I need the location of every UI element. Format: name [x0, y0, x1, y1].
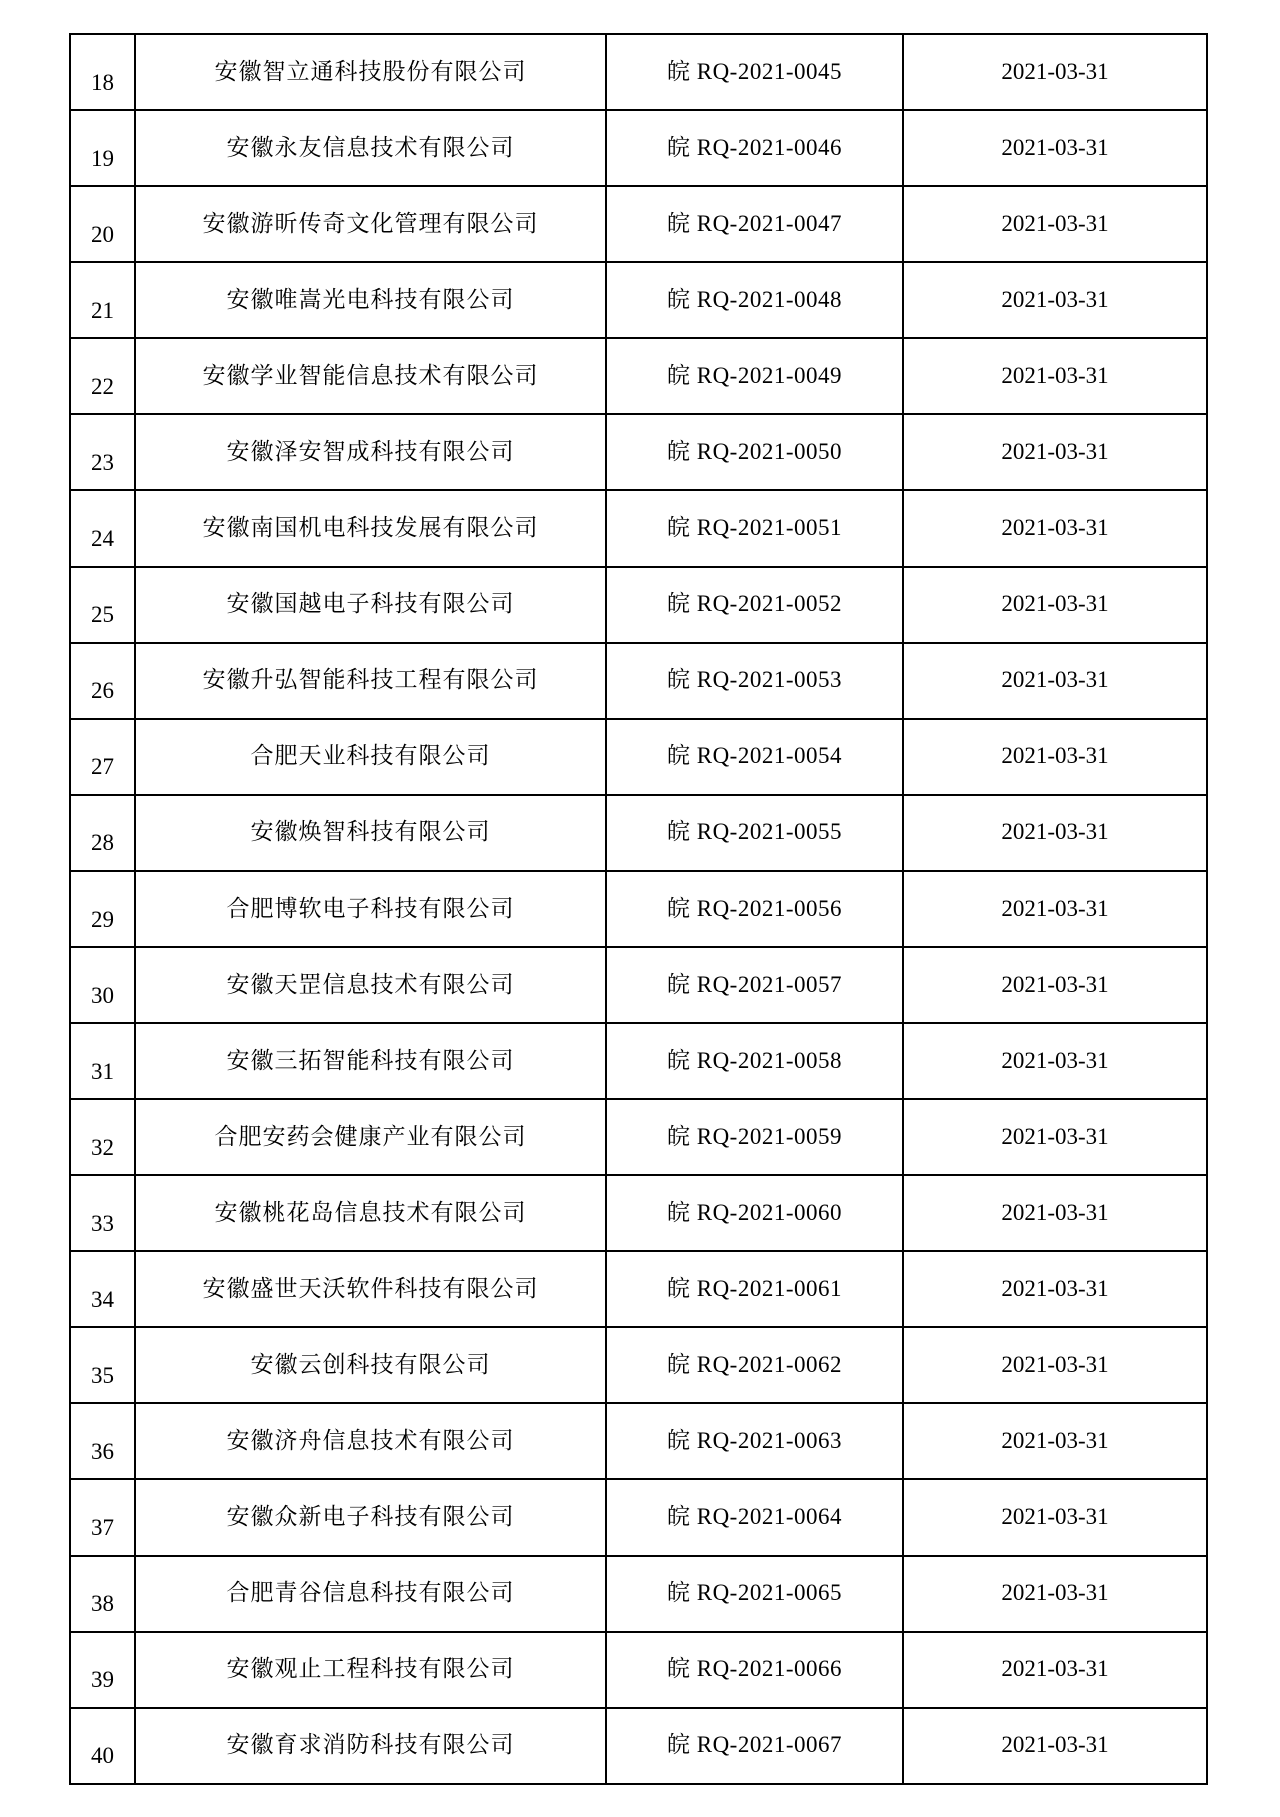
- row-number-cell: [70, 1632, 135, 1708]
- row-number: 39: [91, 1667, 114, 1693]
- company-name-cell: [135, 567, 606, 643]
- table-row: [70, 1403, 1207, 1479]
- issue-date: 2021-03-31: [1001, 743, 1109, 769]
- company-name: 安徽观止工程科技有限公司: [226, 1656, 515, 1682]
- issue-date: 2021-03-31: [1001, 1123, 1109, 1149]
- certificate-number: 皖 RQ-2021-0050: [666, 439, 843, 465]
- issue-date-cell: [903, 1479, 1207, 1555]
- issue-date-cell: [903, 34, 1207, 110]
- row-number: 29: [91, 906, 114, 932]
- row-number-cell: [70, 947, 135, 1023]
- table-row: [70, 338, 1207, 414]
- company-name: 安徽永友信息技术有限公司: [226, 134, 515, 160]
- certificate-number: 皖 RQ-2021-0065: [666, 1580, 843, 1606]
- row-number-cell: [70, 34, 135, 110]
- company-name: 安徽学业智能信息技术有限公司: [202, 362, 539, 388]
- certificate-number: 皖 RQ-2021-0056: [666, 895, 843, 921]
- row-number-cell: [70, 1403, 135, 1479]
- row-number: 23: [91, 450, 114, 476]
- company-name-cell: [135, 1403, 606, 1479]
- company-name: 安徽育求消防科技有限公司: [226, 1732, 515, 1758]
- company-name-cell: [135, 1099, 606, 1175]
- issue-date-cell: [903, 1403, 1207, 1479]
- certificate-number-cell: [606, 414, 903, 490]
- company-name-cell: [135, 414, 606, 490]
- row-number-cell: [70, 110, 135, 186]
- issue-date: 2021-03-31: [1001, 895, 1109, 921]
- issue-date: 2021-03-31: [1001, 1199, 1109, 1225]
- company-name: 安徽唯嵩光电科技有限公司: [226, 286, 515, 312]
- company-name-cell: [135, 643, 606, 719]
- issue-date: 2021-03-31: [1001, 591, 1109, 617]
- table-row: [70, 262, 1207, 338]
- issue-date-cell: [903, 110, 1207, 186]
- row-number-cell: [70, 490, 135, 566]
- certificate-number: 皖 RQ-2021-0064: [666, 1504, 843, 1530]
- certificate-number: 皖 RQ-2021-0054: [666, 743, 843, 769]
- company-name-cell: [135, 34, 606, 110]
- issue-date: 2021-03-31: [1001, 1656, 1109, 1682]
- issue-date-cell: [903, 186, 1207, 262]
- table-row: [70, 947, 1207, 1023]
- company-name-cell: [135, 1023, 606, 1099]
- row-number-cell: [70, 414, 135, 490]
- issue-date-cell: [903, 262, 1207, 338]
- issue-date-cell: [903, 795, 1207, 871]
- issue-date-cell: [903, 338, 1207, 414]
- issue-date: 2021-03-31: [1001, 971, 1109, 997]
- certificate-number-cell: [606, 110, 903, 186]
- row-number: 27: [91, 754, 114, 780]
- issue-date: 2021-03-31: [1001, 362, 1109, 388]
- company-name: 安徽焕智科技有限公司: [250, 819, 491, 845]
- row-number-cell: [70, 1099, 135, 1175]
- table-row: [70, 719, 1207, 795]
- row-number-cell: [70, 1708, 135, 1784]
- row-number: 19: [91, 145, 114, 171]
- issue-date-cell: [903, 1175, 1207, 1251]
- certificate-number: 皖 RQ-2021-0048: [666, 286, 843, 312]
- table-row: [70, 1251, 1207, 1327]
- row-number-cell: [70, 262, 135, 338]
- row-number: 24: [91, 526, 114, 552]
- certificate-number: 皖 RQ-2021-0061: [666, 1275, 843, 1301]
- row-number-cell: [70, 567, 135, 643]
- row-number-cell: [70, 186, 135, 262]
- company-name: 安徽云创科技有限公司: [250, 1351, 491, 1377]
- company-name-cell: [135, 1327, 606, 1403]
- certificate-number: 皖 RQ-2021-0047: [666, 210, 843, 236]
- certificate-number-cell: [606, 1175, 903, 1251]
- table-row: [70, 1708, 1207, 1784]
- row-number: 18: [91, 69, 114, 95]
- table-row: [70, 1175, 1207, 1251]
- certificate-number: 皖 RQ-2021-0058: [666, 1047, 843, 1073]
- issue-date-cell: [903, 414, 1207, 490]
- company-name: 合肥安药会健康产业有限公司: [214, 1123, 527, 1149]
- certificate-number: 皖 RQ-2021-0060: [666, 1199, 843, 1225]
- issue-date: 2021-03-31: [1001, 58, 1109, 84]
- certificate-number: 皖 RQ-2021-0051: [666, 515, 843, 541]
- table-row: [70, 567, 1207, 643]
- row-number: 20: [91, 221, 114, 247]
- company-name: 合肥博软电子科技有限公司: [226, 895, 515, 921]
- company-name-cell: [135, 1632, 606, 1708]
- company-name: 安徽济舟信息技术有限公司: [226, 1428, 515, 1454]
- certificate-number: 皖 RQ-2021-0059: [666, 1123, 843, 1149]
- row-number-cell: [70, 338, 135, 414]
- table-row: [70, 414, 1207, 490]
- row-number-cell: [70, 719, 135, 795]
- table-row: [70, 871, 1207, 947]
- company-name: 安徽升弘智能科技工程有限公司: [202, 667, 539, 693]
- certificate-number-cell: [606, 643, 903, 719]
- row-number-cell: [70, 1175, 135, 1251]
- row-number-cell: [70, 1327, 135, 1403]
- issue-date-cell: [903, 1708, 1207, 1784]
- row-number-cell: [70, 1023, 135, 1099]
- certificate-number-cell: [606, 719, 903, 795]
- issue-date-cell: [903, 719, 1207, 795]
- company-name-cell: [135, 490, 606, 566]
- issue-date-cell: [903, 1632, 1207, 1708]
- row-number-cell: [70, 1251, 135, 1327]
- row-number: 32: [91, 1134, 114, 1160]
- table-row: [70, 1099, 1207, 1175]
- table-row: [70, 1556, 1207, 1632]
- certificate-number: 皖 RQ-2021-0046: [666, 134, 843, 160]
- certificate-number-cell: [606, 947, 903, 1023]
- certificate-number: 皖 RQ-2021-0052: [666, 591, 843, 617]
- table-row: [70, 34, 1207, 110]
- issue-date: 2021-03-31: [1001, 1732, 1109, 1758]
- company-name: 安徽游昕传奇文化管理有限公司: [202, 210, 539, 236]
- row-number: 38: [91, 1591, 114, 1617]
- certificate-number-cell: [606, 871, 903, 947]
- issue-date-cell: [903, 1099, 1207, 1175]
- issue-date: 2021-03-31: [1001, 1351, 1109, 1377]
- table-row: [70, 795, 1207, 871]
- company-name-cell: [135, 110, 606, 186]
- table-row: [70, 186, 1207, 262]
- company-name-cell: [135, 1175, 606, 1251]
- issue-date: 2021-03-31: [1001, 1504, 1109, 1530]
- issue-date-cell: [903, 643, 1207, 719]
- certificate-number-cell: [606, 34, 903, 110]
- certificate-number-cell: [606, 1479, 903, 1555]
- certificate-number-cell: [606, 795, 903, 871]
- certificate-number-cell: [606, 1403, 903, 1479]
- issue-date: 2021-03-31: [1001, 1428, 1109, 1454]
- certificate-number-cell: [606, 186, 903, 262]
- row-number-cell: [70, 795, 135, 871]
- company-name: 安徽泽安智成科技有限公司: [226, 439, 515, 465]
- issue-date: 2021-03-31: [1001, 1580, 1109, 1606]
- issue-date-cell: [903, 947, 1207, 1023]
- company-name-cell: [135, 186, 606, 262]
- company-name: 合肥天业科技有限公司: [250, 743, 491, 769]
- certificate-number-cell: [606, 1556, 903, 1632]
- row-number: 31: [91, 1058, 114, 1084]
- certificate-number-cell: [606, 490, 903, 566]
- row-number: 37: [91, 1515, 114, 1541]
- company-name: 安徽智立通科技股份有限公司: [214, 58, 527, 84]
- table-row: [70, 1023, 1207, 1099]
- table-body: [70, 34, 1207, 1784]
- row-number: 35: [91, 1362, 114, 1388]
- company-name-cell: [135, 1556, 606, 1632]
- table-row: [70, 1479, 1207, 1555]
- certificate-table: [69, 33, 1208, 1785]
- company-name: 安徽桃花岛信息技术有限公司: [214, 1199, 527, 1225]
- company-name-cell: [135, 1708, 606, 1784]
- company-name: 安徽众新电子科技有限公司: [226, 1504, 515, 1530]
- row-number: 26: [91, 678, 114, 704]
- issue-date: 2021-03-31: [1001, 134, 1109, 160]
- table-row: [70, 490, 1207, 566]
- row-number: 33: [91, 1210, 114, 1236]
- certificate-number: 皖 RQ-2021-0067: [666, 1732, 843, 1758]
- company-name: 安徽盛世天沃软件科技有限公司: [202, 1275, 539, 1301]
- company-name-cell: [135, 795, 606, 871]
- certificate-number-cell: [606, 1023, 903, 1099]
- certificate-number: 皖 RQ-2021-0066: [666, 1656, 843, 1682]
- company-name: 合肥青谷信息科技有限公司: [226, 1580, 515, 1606]
- certificate-number-cell: [606, 338, 903, 414]
- table-row: [70, 643, 1207, 719]
- company-name: 安徽天罡信息技术有限公司: [226, 971, 515, 997]
- certificate-number: 皖 RQ-2021-0045: [666, 58, 843, 84]
- company-name: 安徽南国机电科技发展有限公司: [202, 515, 539, 541]
- row-number-cell: [70, 871, 135, 947]
- issue-date: 2021-03-31: [1001, 515, 1109, 541]
- certificate-number-cell: [606, 1099, 903, 1175]
- issue-date-cell: [903, 1023, 1207, 1099]
- company-name-cell: [135, 262, 606, 338]
- certificate-number: 皖 RQ-2021-0049: [666, 362, 843, 388]
- row-number: 36: [91, 1439, 114, 1465]
- company-name-cell: [135, 338, 606, 414]
- certificate-number-cell: [606, 1327, 903, 1403]
- issue-date: 2021-03-31: [1001, 1275, 1109, 1301]
- issue-date: 2021-03-31: [1001, 286, 1109, 312]
- issue-date: 2021-03-31: [1001, 439, 1109, 465]
- company-name-cell: [135, 871, 606, 947]
- table-row: [70, 110, 1207, 186]
- issue-date: 2021-03-31: [1001, 667, 1109, 693]
- certificate-number: 皖 RQ-2021-0053: [666, 667, 843, 693]
- certificate-number: 皖 RQ-2021-0062: [666, 1351, 843, 1377]
- company-name-cell: [135, 1479, 606, 1555]
- certificate-number-cell: [606, 1632, 903, 1708]
- company-name: 安徽国越电子科技有限公司: [226, 591, 515, 617]
- row-number: 21: [91, 297, 114, 323]
- issue-date-cell: [903, 567, 1207, 643]
- row-number: 28: [91, 830, 114, 856]
- issue-date-cell: [903, 1251, 1207, 1327]
- certificate-number-cell: [606, 1708, 903, 1784]
- row-number: 22: [91, 373, 114, 399]
- table-row: [70, 1327, 1207, 1403]
- table-row: [70, 1632, 1207, 1708]
- issue-date: 2021-03-31: [1001, 210, 1109, 236]
- certificate-number-cell: [606, 262, 903, 338]
- issue-date: 2021-03-31: [1001, 819, 1109, 845]
- certificate-number-cell: [606, 567, 903, 643]
- certificate-number: 皖 RQ-2021-0055: [666, 819, 843, 845]
- company-name-cell: [135, 1251, 606, 1327]
- row-number-cell: [70, 1479, 135, 1555]
- certificate-number: 皖 RQ-2021-0063: [666, 1428, 843, 1454]
- company-name: 安徽三拓智能科技有限公司: [226, 1047, 515, 1073]
- company-name-cell: [135, 719, 606, 795]
- issue-date-cell: [903, 490, 1207, 566]
- issue-date: 2021-03-31: [1001, 1047, 1109, 1073]
- issue-date-cell: [903, 1327, 1207, 1403]
- row-number: 25: [91, 602, 114, 628]
- certificate-number: 皖 RQ-2021-0057: [666, 971, 843, 997]
- company-name-cell: [135, 947, 606, 1023]
- row-number: 30: [91, 982, 114, 1008]
- row-number-cell: [70, 643, 135, 719]
- row-number: 40: [91, 1743, 114, 1769]
- issue-date-cell: [903, 1556, 1207, 1632]
- issue-date-cell: [903, 871, 1207, 947]
- row-number-cell: [70, 1556, 135, 1632]
- row-number: 34: [91, 1286, 114, 1312]
- certificate-number-cell: [606, 1251, 903, 1327]
